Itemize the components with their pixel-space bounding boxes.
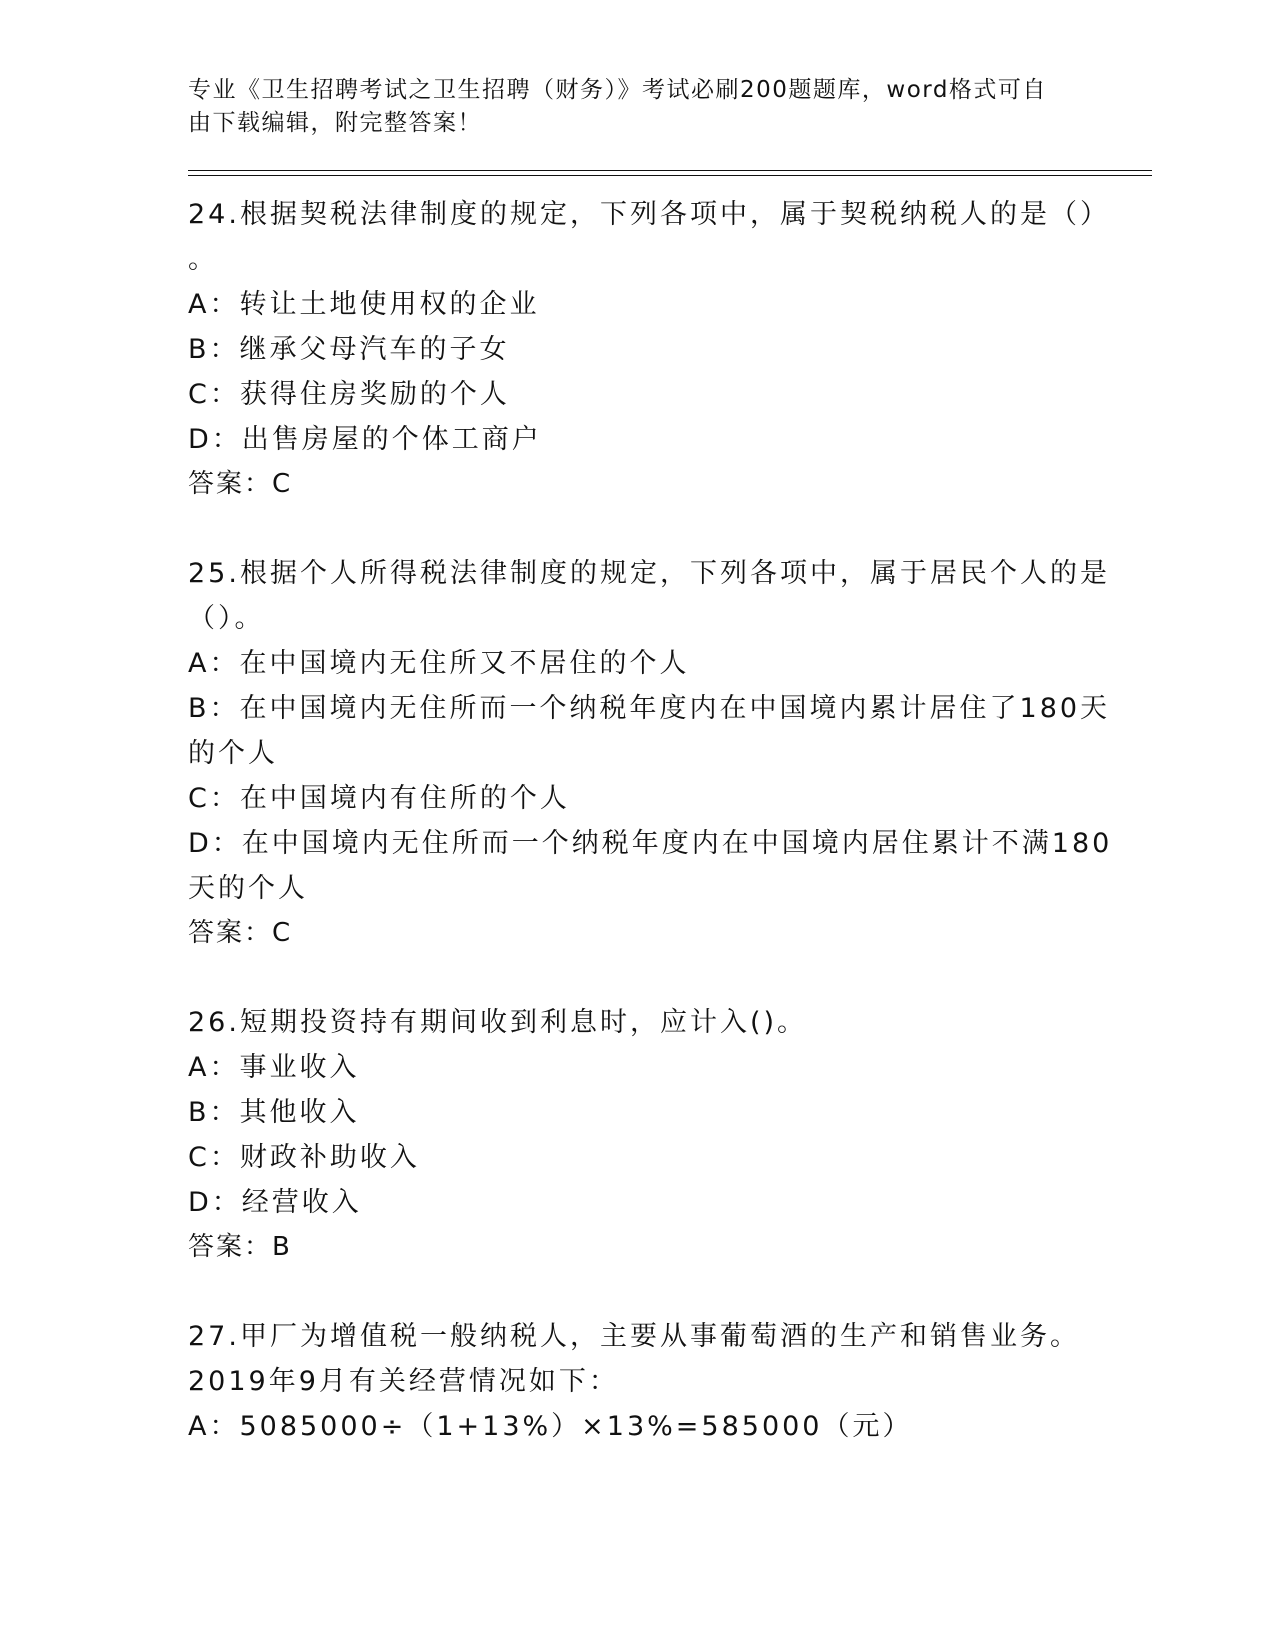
header-line-1: 专业《卫生招聘考试之卫生招聘（财务）》考试必刷200题题库，word格式可自	[188, 77, 1047, 103]
option-d: D：在中国境内无住所而一个纳税年度内在中国境内居住累计不满180	[188, 828, 1113, 859]
question-26	[188, 1000, 1088, 1270]
header-line-2: 由下载编辑，附完整答案！	[188, 110, 482, 136]
header-rule-bottom	[188, 175, 1152, 176]
header-rule-top	[188, 170, 1152, 171]
question-stem-continued: 2019年9月有关经营情况如下：	[188, 1366, 619, 1397]
answer: 答案：C	[188, 918, 293, 948]
option-d-continued: 天的个人	[188, 873, 308, 904]
answer: 答案：C	[188, 469, 293, 499]
question-24	[188, 192, 1110, 507]
option-c: C：财政补助收入	[188, 1142, 420, 1173]
option-b-continued: 的个人	[188, 738, 278, 769]
question-25	[188, 551, 1113, 956]
option-b: B：继承父母汽车的子女	[188, 334, 510, 365]
option-a: A：事业收入	[188, 1052, 360, 1083]
question-stem-continued: （）。	[188, 603, 265, 634]
question-stem: 27.甲厂为增值税一般纳税人，主要从事葡萄酒的生产和销售业务。	[188, 1321, 1080, 1352]
question-stem-continued: 。	[188, 244, 218, 275]
option-d: D：经营收入	[188, 1187, 362, 1218]
document-header	[188, 74, 1078, 140]
question-stem: 26.短期投资持有期间收到利息时，应计入()。	[188, 1007, 808, 1038]
question-stem: 25.根据个人所得税法律制度的规定，下列各项中，属于居民个人的是	[188, 558, 1110, 589]
question-27	[188, 1314, 1088, 1449]
spacer	[188, 507, 1088, 551]
question-stem: 24.根据契税法律制度的规定，下列各项中，属于契税纳税人的是（）	[188, 199, 1110, 230]
spacer	[188, 1270, 1088, 1314]
option-a: A：5085000÷（1+13%）×13%=585000（元）	[188, 1411, 913, 1442]
option-a: A：在中国境内无住所又不居住的个人	[188, 648, 690, 679]
option-c: C：获得住房奖励的个人	[188, 379, 510, 410]
option-b: B：其他收入	[188, 1097, 360, 1128]
question-list	[188, 192, 1113, 1449]
option-b: B：在中国境内无住所而一个纳税年度内在中国境内累计居住了180天	[188, 693, 1111, 724]
spacer	[188, 956, 1088, 1000]
option-d: D：出售房屋的个体工商户	[188, 424, 542, 455]
answer: 答案：B	[188, 1232, 292, 1262]
option-a: A：转让土地使用权的企业	[188, 289, 540, 320]
option-c: C：在中国境内有住所的个人	[188, 783, 570, 814]
